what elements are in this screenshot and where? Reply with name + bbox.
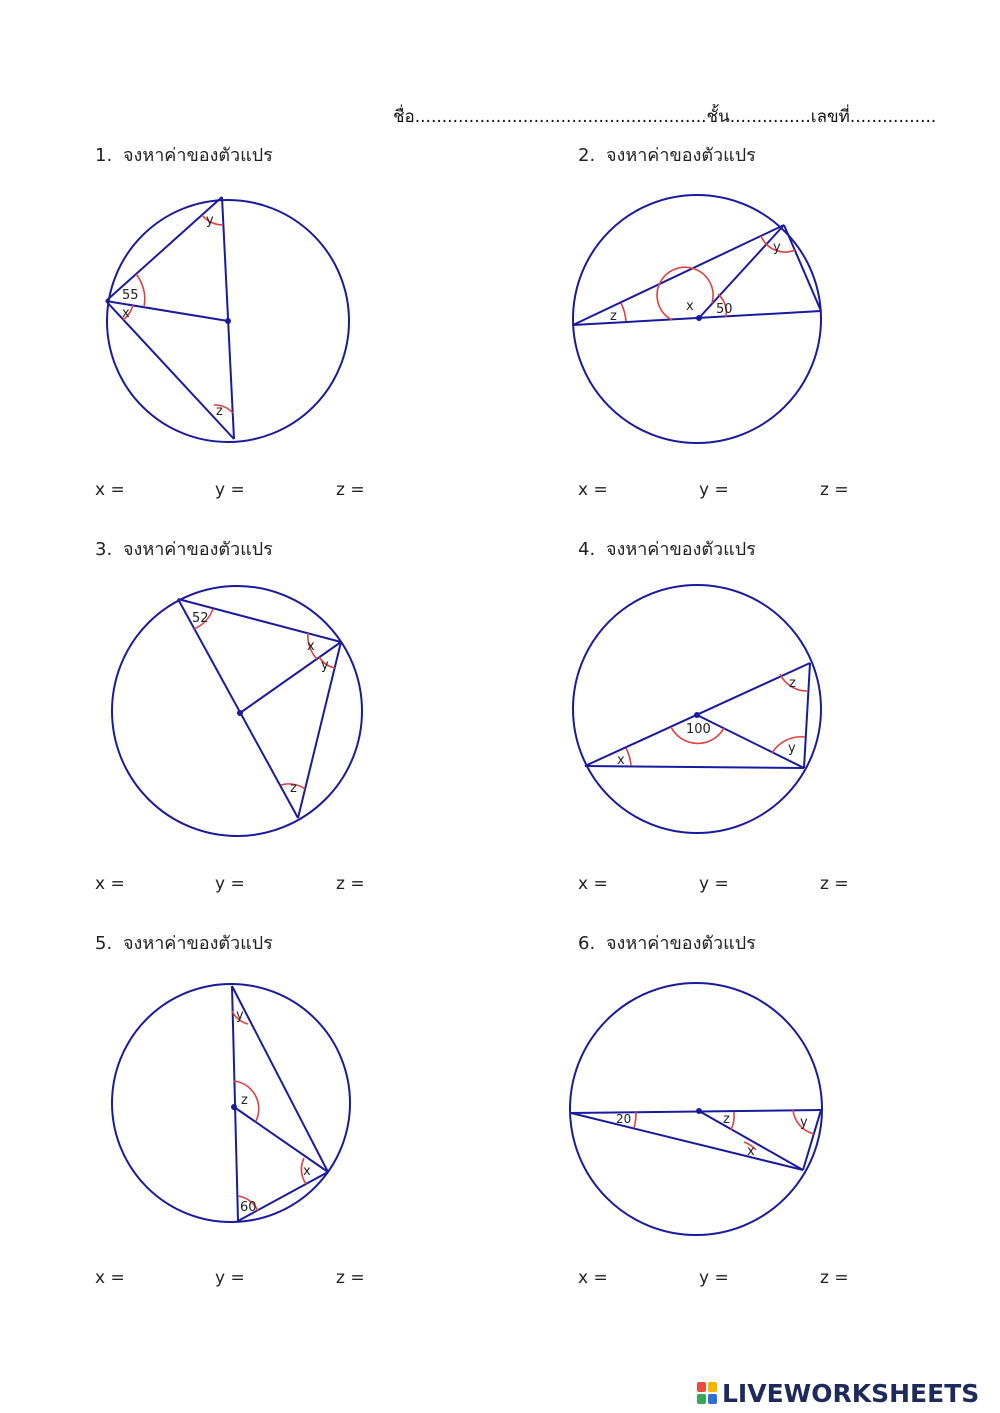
segment: [106, 301, 234, 439]
question-6-figure: [566, 976, 828, 1244]
angle-label: y: [321, 658, 329, 673]
student-info-line: ชื่อ......................................................ชั้น...............เลขที่................: [393, 107, 937, 127]
center-point: [694, 712, 700, 718]
question-3-figure: [108, 577, 370, 845]
answer-x: x =: [578, 1268, 608, 1288]
answer-y: y =: [215, 874, 245, 894]
question-number: 6.: [578, 933, 596, 954]
question-number: 1.: [95, 145, 113, 166]
logo-mark-icon: [697, 1382, 719, 1406]
question-prompt: จงหาค่าของตัวแปร: [606, 933, 756, 954]
angle-arc: [731, 1112, 734, 1130]
segment: [571, 1113, 803, 1170]
segment: [784, 225, 821, 311]
angle-label: 50: [716, 302, 733, 317]
question-6-answers: [578, 1268, 878, 1292]
segment: [232, 986, 328, 1172]
question-number: 4.: [578, 539, 596, 560]
angle-label: y: [206, 213, 214, 228]
answer-x: x =: [95, 874, 125, 894]
center-point: [231, 1104, 237, 1110]
angle-arc: [626, 748, 631, 766]
question-prompt: จงหาค่าของตัวแปร: [606, 145, 756, 166]
angle-label: x: [617, 753, 625, 768]
logo-text: LIVEWORKSHEETS: [722, 1379, 980, 1408]
answer-y: y =: [215, 480, 245, 500]
angle-label: 52: [192, 611, 209, 626]
center-point: [237, 710, 243, 716]
question-2-answers: [578, 480, 878, 504]
circle: [112, 984, 350, 1222]
answer-y: y =: [699, 874, 729, 894]
angle-label: y: [800, 1115, 808, 1130]
question-3-title: [95, 534, 273, 563]
segment: [106, 197, 222, 301]
angle-label: x: [122, 306, 130, 321]
angle-label: x: [303, 1164, 311, 1179]
angle-label: y: [788, 741, 796, 756]
angle-label: z: [290, 781, 297, 796]
segment: [699, 225, 784, 318]
center-point: [225, 318, 231, 324]
angle-label: z: [241, 1093, 248, 1108]
question-2-title: [578, 140, 756, 169]
question-3-answers: [95, 874, 395, 898]
question-4-title: [578, 534, 756, 563]
circle: [573, 585, 821, 833]
answer-z: z =: [336, 874, 365, 894]
question-prompt: จงหาค่าของตัวแปร: [123, 539, 273, 560]
answer-y: y =: [215, 1268, 245, 1288]
question-5-answers: [95, 1268, 395, 1292]
question-6-title: [578, 928, 756, 957]
angle-label: z: [789, 676, 796, 691]
angle-arc: [621, 303, 626, 321]
circle: [570, 983, 822, 1235]
question-5-title: [95, 928, 273, 957]
question-1-figure: [92, 183, 354, 451]
segment: [699, 1111, 803, 1170]
question-number: 3.: [95, 539, 113, 560]
segment: [571, 1110, 821, 1113]
liveworksheets-logo[interactable]: [697, 1379, 993, 1409]
question-1-title: [95, 140, 273, 169]
answer-x: x =: [95, 1268, 125, 1288]
question-4-figure: [566, 577, 828, 845]
question-2-figure: [566, 183, 828, 451]
answer-x: x =: [95, 480, 125, 500]
answer-z: z =: [336, 480, 365, 500]
question-number: 2.: [578, 145, 596, 166]
question-prompt: จงหาค่าของตัวแปร: [123, 933, 273, 954]
angle-label: x: [747, 1144, 755, 1159]
question-number: 5.: [95, 933, 113, 954]
answer-z: z =: [820, 480, 849, 500]
angle-arc: [634, 1111, 636, 1128]
question-prompt: จงหาค่าของตัวแปร: [123, 145, 273, 166]
question-1-answers: [95, 480, 395, 504]
angle-label: x: [686, 299, 694, 314]
angle-label: 55: [122, 288, 139, 303]
center-point: [696, 315, 702, 321]
answer-y: y =: [699, 1268, 729, 1288]
angle-label: y: [236, 1008, 244, 1023]
answer-z: z =: [820, 1268, 849, 1288]
angle-label: y: [773, 240, 781, 255]
question-prompt: จงหาค่าของตัวแปร: [606, 539, 756, 560]
angle-label: x: [307, 639, 315, 654]
answer-x: x =: [578, 480, 608, 500]
answer-x: x =: [578, 874, 608, 894]
answer-z: z =: [820, 874, 849, 894]
angle-label: 100: [686, 722, 711, 737]
angle-label: z: [610, 309, 617, 324]
center-point: [696, 1108, 702, 1114]
segment: [178, 599, 298, 818]
segment: [573, 225, 784, 325]
angle-label: z: [216, 404, 223, 419]
angle-label: z: [723, 1112, 730, 1127]
angle-label: 60: [240, 1200, 257, 1215]
segment: [804, 663, 810, 768]
answer-z: z =: [336, 1268, 365, 1288]
question-4-answers: [578, 874, 878, 898]
segment: [234, 1107, 328, 1172]
question-5-figure: [108, 976, 370, 1244]
answer-y: y =: [699, 480, 729, 500]
angle-label: 20: [616, 1112, 632, 1126]
